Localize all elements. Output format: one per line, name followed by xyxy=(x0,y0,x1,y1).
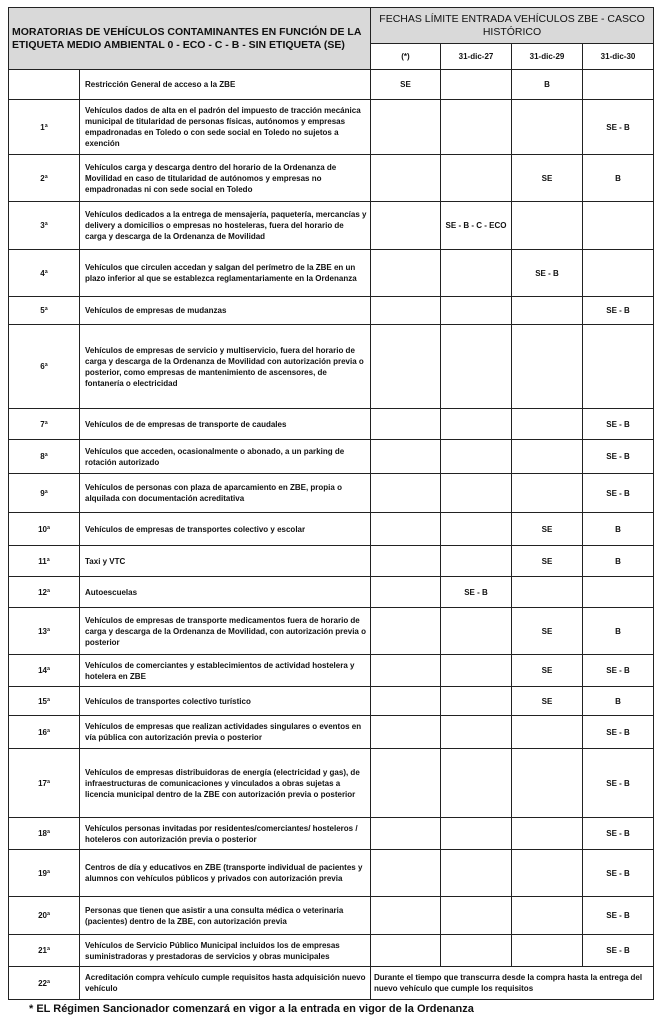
row-value xyxy=(583,577,654,608)
row-value: SE - B xyxy=(583,297,654,325)
row-number: 13ª xyxy=(9,608,80,655)
row-value xyxy=(371,202,441,250)
row-number: 4ª xyxy=(9,250,80,297)
column-header-2030: 31-dic-30 xyxy=(583,44,654,70)
row-value: SE - B xyxy=(583,716,654,749)
row-value xyxy=(371,297,441,325)
row-value xyxy=(371,100,441,155)
row-value: SE xyxy=(512,655,583,687)
row-description: Vehículos dados de alta en el padrón del impuesto de tracción mecánica municipal de titularidad de personas físicas, autónomos y empresas empadronadas en Toledo o con sede social en Toledo no sujetos a exención xyxy=(80,100,371,155)
row-value xyxy=(512,440,583,474)
row-description: Autoescuelas xyxy=(80,577,371,608)
row-value xyxy=(583,250,654,297)
row-value: SE - B xyxy=(583,440,654,474)
row-description: Vehículos de comerciantes y establecimientos de actividad hostelera y hotelera en ZBE xyxy=(80,655,371,687)
row-number: 11ª xyxy=(9,546,80,577)
column-header-2027: 31-dic-27 xyxy=(441,44,512,70)
row-number: 20ª xyxy=(9,897,80,935)
row-value xyxy=(512,716,583,749)
row-number: 3ª xyxy=(9,202,80,250)
row-description: Acreditación compra vehículo cumple requisitos hasta adquisición nuevo vehículo xyxy=(80,967,371,1000)
header-deadlines: FECHAS LÍMITE ENTRADA VEHÍCULOS ZBE - CASCO HISTÓRICO xyxy=(371,8,654,44)
table-row xyxy=(9,70,654,100)
table-row xyxy=(9,897,654,935)
row-value: SE - B xyxy=(583,474,654,513)
row-value: B xyxy=(512,70,583,100)
row-value xyxy=(512,325,583,409)
row-value: SE - B xyxy=(441,577,512,608)
row-value xyxy=(371,749,441,818)
header-title: MORATORIAS DE VEHÍCULOS CONTAMINANTES EN FUNCIÓN DE LA ETIQUETA MEDIO AMBIENTAL 0 - ECO - C - B - SIN ETIQUETA (SE) xyxy=(9,8,371,70)
row-value xyxy=(371,716,441,749)
row-value: SE xyxy=(371,70,441,100)
row-value: SE - B - C - ECO xyxy=(441,202,512,250)
row-value: SE - B xyxy=(583,100,654,155)
row-description: Vehículos que circulen accedan y salgan del perímetro de la ZBE en un plazo inferior al que se establezca reglamentariamente en la Ordenanza xyxy=(80,250,371,297)
row-value: SE - B xyxy=(583,850,654,897)
table-row xyxy=(9,409,654,440)
row-value xyxy=(441,440,512,474)
column-header-asterisk: (*) xyxy=(371,44,441,70)
row-number: 12ª xyxy=(9,577,80,608)
row-description: Vehículos de empresas de transporte medicamentos fuera de horario de carga y descarga de la Ordenanza de Movilidad, con autorización previa o posterior xyxy=(80,608,371,655)
row-value xyxy=(441,897,512,935)
row-value xyxy=(371,474,441,513)
row-description: Centros de día y educativos en ZBE (transporte individual de pacientes y alumnos con vehículos públicos y privados con autorización previa xyxy=(80,850,371,897)
table-row xyxy=(9,100,654,155)
row-description: Vehículos que acceden, ocasionalmente o abonado, a un parking de rotación autorizado xyxy=(80,440,371,474)
row-value xyxy=(371,850,441,897)
row-value xyxy=(512,749,583,818)
row-value xyxy=(512,897,583,935)
row-number: 18ª xyxy=(9,818,80,850)
row-value xyxy=(441,716,512,749)
table-row xyxy=(9,850,654,897)
row-description: Vehículos de de empresas de transporte de caudales xyxy=(80,409,371,440)
row-value xyxy=(441,655,512,687)
row-value xyxy=(441,155,512,202)
row-description: Vehículos de Servicio Público Municipal incluidos los de empresas suministradoras y prestadoras de servicios y obras municipales xyxy=(80,935,371,967)
row-number: 5ª xyxy=(9,297,80,325)
moratorium-table xyxy=(8,7,654,1000)
row-value xyxy=(371,818,441,850)
row-value xyxy=(441,325,512,409)
table-row xyxy=(9,687,654,716)
table-row xyxy=(9,655,654,687)
row-description: Vehículos de personas con plaza de aparcamiento en ZBE, propia o alquilada con documentación acreditativa xyxy=(80,474,371,513)
row-description: Vehículos de empresas que realizan actividades singulares o eventos en vía pública con autorización previa o posterior xyxy=(80,716,371,749)
row-description: Vehículos personas invitadas por residentes/comerciantes/ hosteleros / hoteleros con autorización previa o posterior xyxy=(80,818,371,850)
row-value xyxy=(441,850,512,897)
row-value xyxy=(441,513,512,546)
row-value xyxy=(371,608,441,655)
row-value: SE - B xyxy=(583,935,654,967)
table-row xyxy=(9,749,654,818)
row-value xyxy=(512,935,583,967)
row-value xyxy=(512,577,583,608)
row-value xyxy=(583,202,654,250)
row-description: Vehículos dedicados a la entrega de mensajería, paquetería, mercancías y delivery a domicilios o empresas no hosteleras, fuera del horario de carga y descarga de la Ordenanza de Movilidad xyxy=(80,202,371,250)
table-row xyxy=(9,297,654,325)
row-value xyxy=(371,546,441,577)
row-value xyxy=(512,100,583,155)
row-value: B xyxy=(583,608,654,655)
table-row xyxy=(9,608,654,655)
row-value xyxy=(371,687,441,716)
footnote: * EL Régimen Sancionador comenzará en vigor a la entrada en vigor de la Ordenanza xyxy=(29,1003,474,1015)
row-description: Vehículos de empresas de mudanzas xyxy=(80,297,371,325)
row-number: 16ª xyxy=(9,716,80,749)
row-value: B xyxy=(583,687,654,716)
row-value xyxy=(512,202,583,250)
row-value: SE xyxy=(512,546,583,577)
row-value xyxy=(371,655,441,687)
table-row xyxy=(9,577,654,608)
row-number: 22ª xyxy=(9,967,80,1000)
row-value: B xyxy=(583,155,654,202)
row-value xyxy=(441,935,512,967)
row-value xyxy=(371,409,441,440)
row-value xyxy=(512,850,583,897)
row-value xyxy=(371,250,441,297)
table-row xyxy=(9,935,654,967)
row-number: 7ª xyxy=(9,409,80,440)
row-value xyxy=(441,818,512,850)
row-value: SE xyxy=(512,513,583,546)
row-value: SE - B xyxy=(583,409,654,440)
row-value xyxy=(441,70,512,100)
row-value xyxy=(441,749,512,818)
table-row xyxy=(9,202,654,250)
table-row xyxy=(9,155,654,202)
column-header-2029: 31-dic-29 xyxy=(512,44,583,70)
row-description: Vehículos de empresas de transportes colectivo y escolar xyxy=(80,513,371,546)
row-number: 10ª xyxy=(9,513,80,546)
row-number: 21ª xyxy=(9,935,80,967)
table-row xyxy=(9,440,654,474)
row-number: 2ª xyxy=(9,155,80,202)
row-value xyxy=(441,250,512,297)
row-value xyxy=(371,897,441,935)
row-value: SE - B xyxy=(512,250,583,297)
row-value: SE - B xyxy=(583,749,654,818)
row-description: Restricción General de acceso a la ZBE xyxy=(80,70,371,100)
row-value xyxy=(512,818,583,850)
row-description: Vehículos carga y descarga dentro del horario de la Ordenanza de Movilidad en caso de titularidad de autónomos y empresas no empadronadas ni con sede social en Toledo xyxy=(80,155,371,202)
merged-note: Durante el tiempo que transcurra desde la compra hasta la entrega del nuevo vehículo que cumple los requisitos xyxy=(371,967,654,1000)
row-description: Vehículos de transportes colectivo turístico xyxy=(80,687,371,716)
row-value: B xyxy=(583,546,654,577)
row-value: SE - B xyxy=(583,897,654,935)
row-value: SE xyxy=(512,687,583,716)
row-number: 19ª xyxy=(9,850,80,897)
table-row xyxy=(9,716,654,749)
row-value xyxy=(441,608,512,655)
row-value xyxy=(371,513,441,546)
row-value: B xyxy=(583,513,654,546)
row-value xyxy=(371,577,441,608)
row-number xyxy=(9,70,80,100)
table-row xyxy=(9,967,654,1000)
row-number: 1ª xyxy=(9,100,80,155)
row-number: 17ª xyxy=(9,749,80,818)
table-row xyxy=(9,250,654,297)
table-row xyxy=(9,546,654,577)
row-value xyxy=(441,409,512,440)
row-number: 9ª xyxy=(9,474,80,513)
row-value xyxy=(441,546,512,577)
row-value xyxy=(371,935,441,967)
row-value xyxy=(371,155,441,202)
row-value: SE - B xyxy=(583,655,654,687)
table-row xyxy=(9,474,654,513)
row-number: 15ª xyxy=(9,687,80,716)
row-description: Taxi y VTC xyxy=(80,546,371,577)
table-row xyxy=(9,818,654,850)
row-description: Vehículos de empresas de servicio y multiservicio, fuera del horario de carga y descarga de la Ordenanza de Movilidad con autorización previa o posterior, como empresas de mantenimiento de ascensores, de fontanería o electricidad xyxy=(80,325,371,409)
row-value xyxy=(512,297,583,325)
row-description: Personas que tienen que asistir a una consulta médica o veterinaria (pacientes) dentro de la ZBE, con autorización previa xyxy=(80,897,371,935)
row-number: 6ª xyxy=(9,325,80,409)
row-value: SE xyxy=(512,608,583,655)
row-value: SE - B xyxy=(583,818,654,850)
row-value xyxy=(583,325,654,409)
table-row xyxy=(9,513,654,546)
row-value xyxy=(441,474,512,513)
row-value xyxy=(583,70,654,100)
row-description: Vehículos de empresas distribuidoras de energía (electricidad y gas), de infraestructuras de comunicaciones y vinculados a obras sujetas a licencia municipal dentro de la ZBE con autorización previa o posterior xyxy=(80,749,371,818)
row-value xyxy=(441,297,512,325)
row-number: 8ª xyxy=(9,440,80,474)
row-value xyxy=(512,474,583,513)
row-value xyxy=(371,325,441,409)
row-value: SE xyxy=(512,155,583,202)
row-value xyxy=(441,687,512,716)
row-value xyxy=(441,100,512,155)
row-number: 14ª xyxy=(9,655,80,687)
table-row xyxy=(9,325,654,409)
row-value xyxy=(371,440,441,474)
row-value xyxy=(512,409,583,440)
